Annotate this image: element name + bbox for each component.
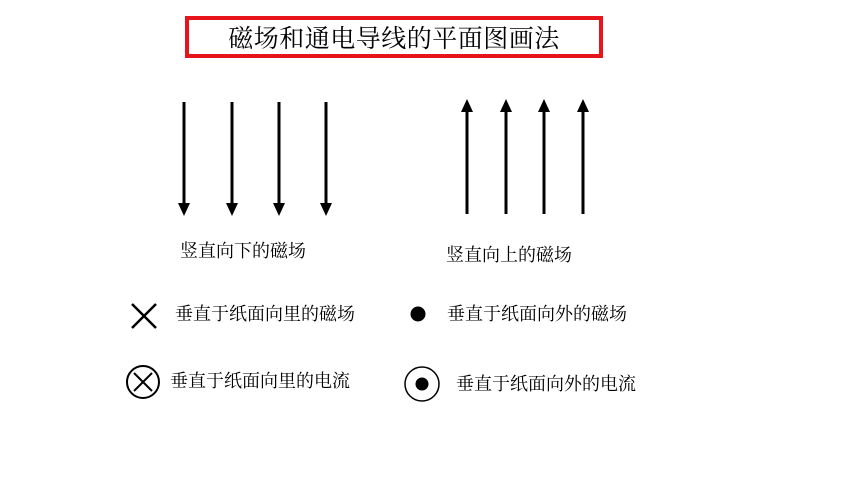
downward-field <box>178 102 332 216</box>
cross-icon <box>128 300 160 332</box>
up-arrowhead-3 <box>538 99 550 112</box>
up-arrowhead-1 <box>461 99 473 112</box>
upward-field <box>461 99 589 214</box>
legend-label-current-out-of-page: 垂直于纸面向外的电流 <box>456 374 636 395</box>
up-arrowhead-2 <box>500 99 512 112</box>
upward-field-label: 竖直向上的磁场 <box>446 245 572 266</box>
down-arrowhead-4 <box>320 203 332 216</box>
up-arrowhead-4 <box>577 99 589 112</box>
circled-cross-icon <box>124 363 162 401</box>
circled-dot-icon <box>402 364 442 404</box>
page-title: 磁场和通电导线的平面图画法 <box>228 24 560 53</box>
down-arrowhead-3 <box>273 203 285 216</box>
down-arrowhead-2 <box>226 203 238 216</box>
dot-icon <box>408 304 428 324</box>
down-arrowhead-1 <box>178 203 190 216</box>
legend-label-current-into-page: 垂直于纸面向里的电流 <box>170 371 350 392</box>
legend-label-field-into-page: 垂直于纸面向里的磁场 <box>175 304 355 325</box>
legend-label-field-out-of-page: 垂直于纸面向外的磁场 <box>447 304 627 325</box>
downward-field-label: 竖直向下的磁场 <box>180 241 306 262</box>
